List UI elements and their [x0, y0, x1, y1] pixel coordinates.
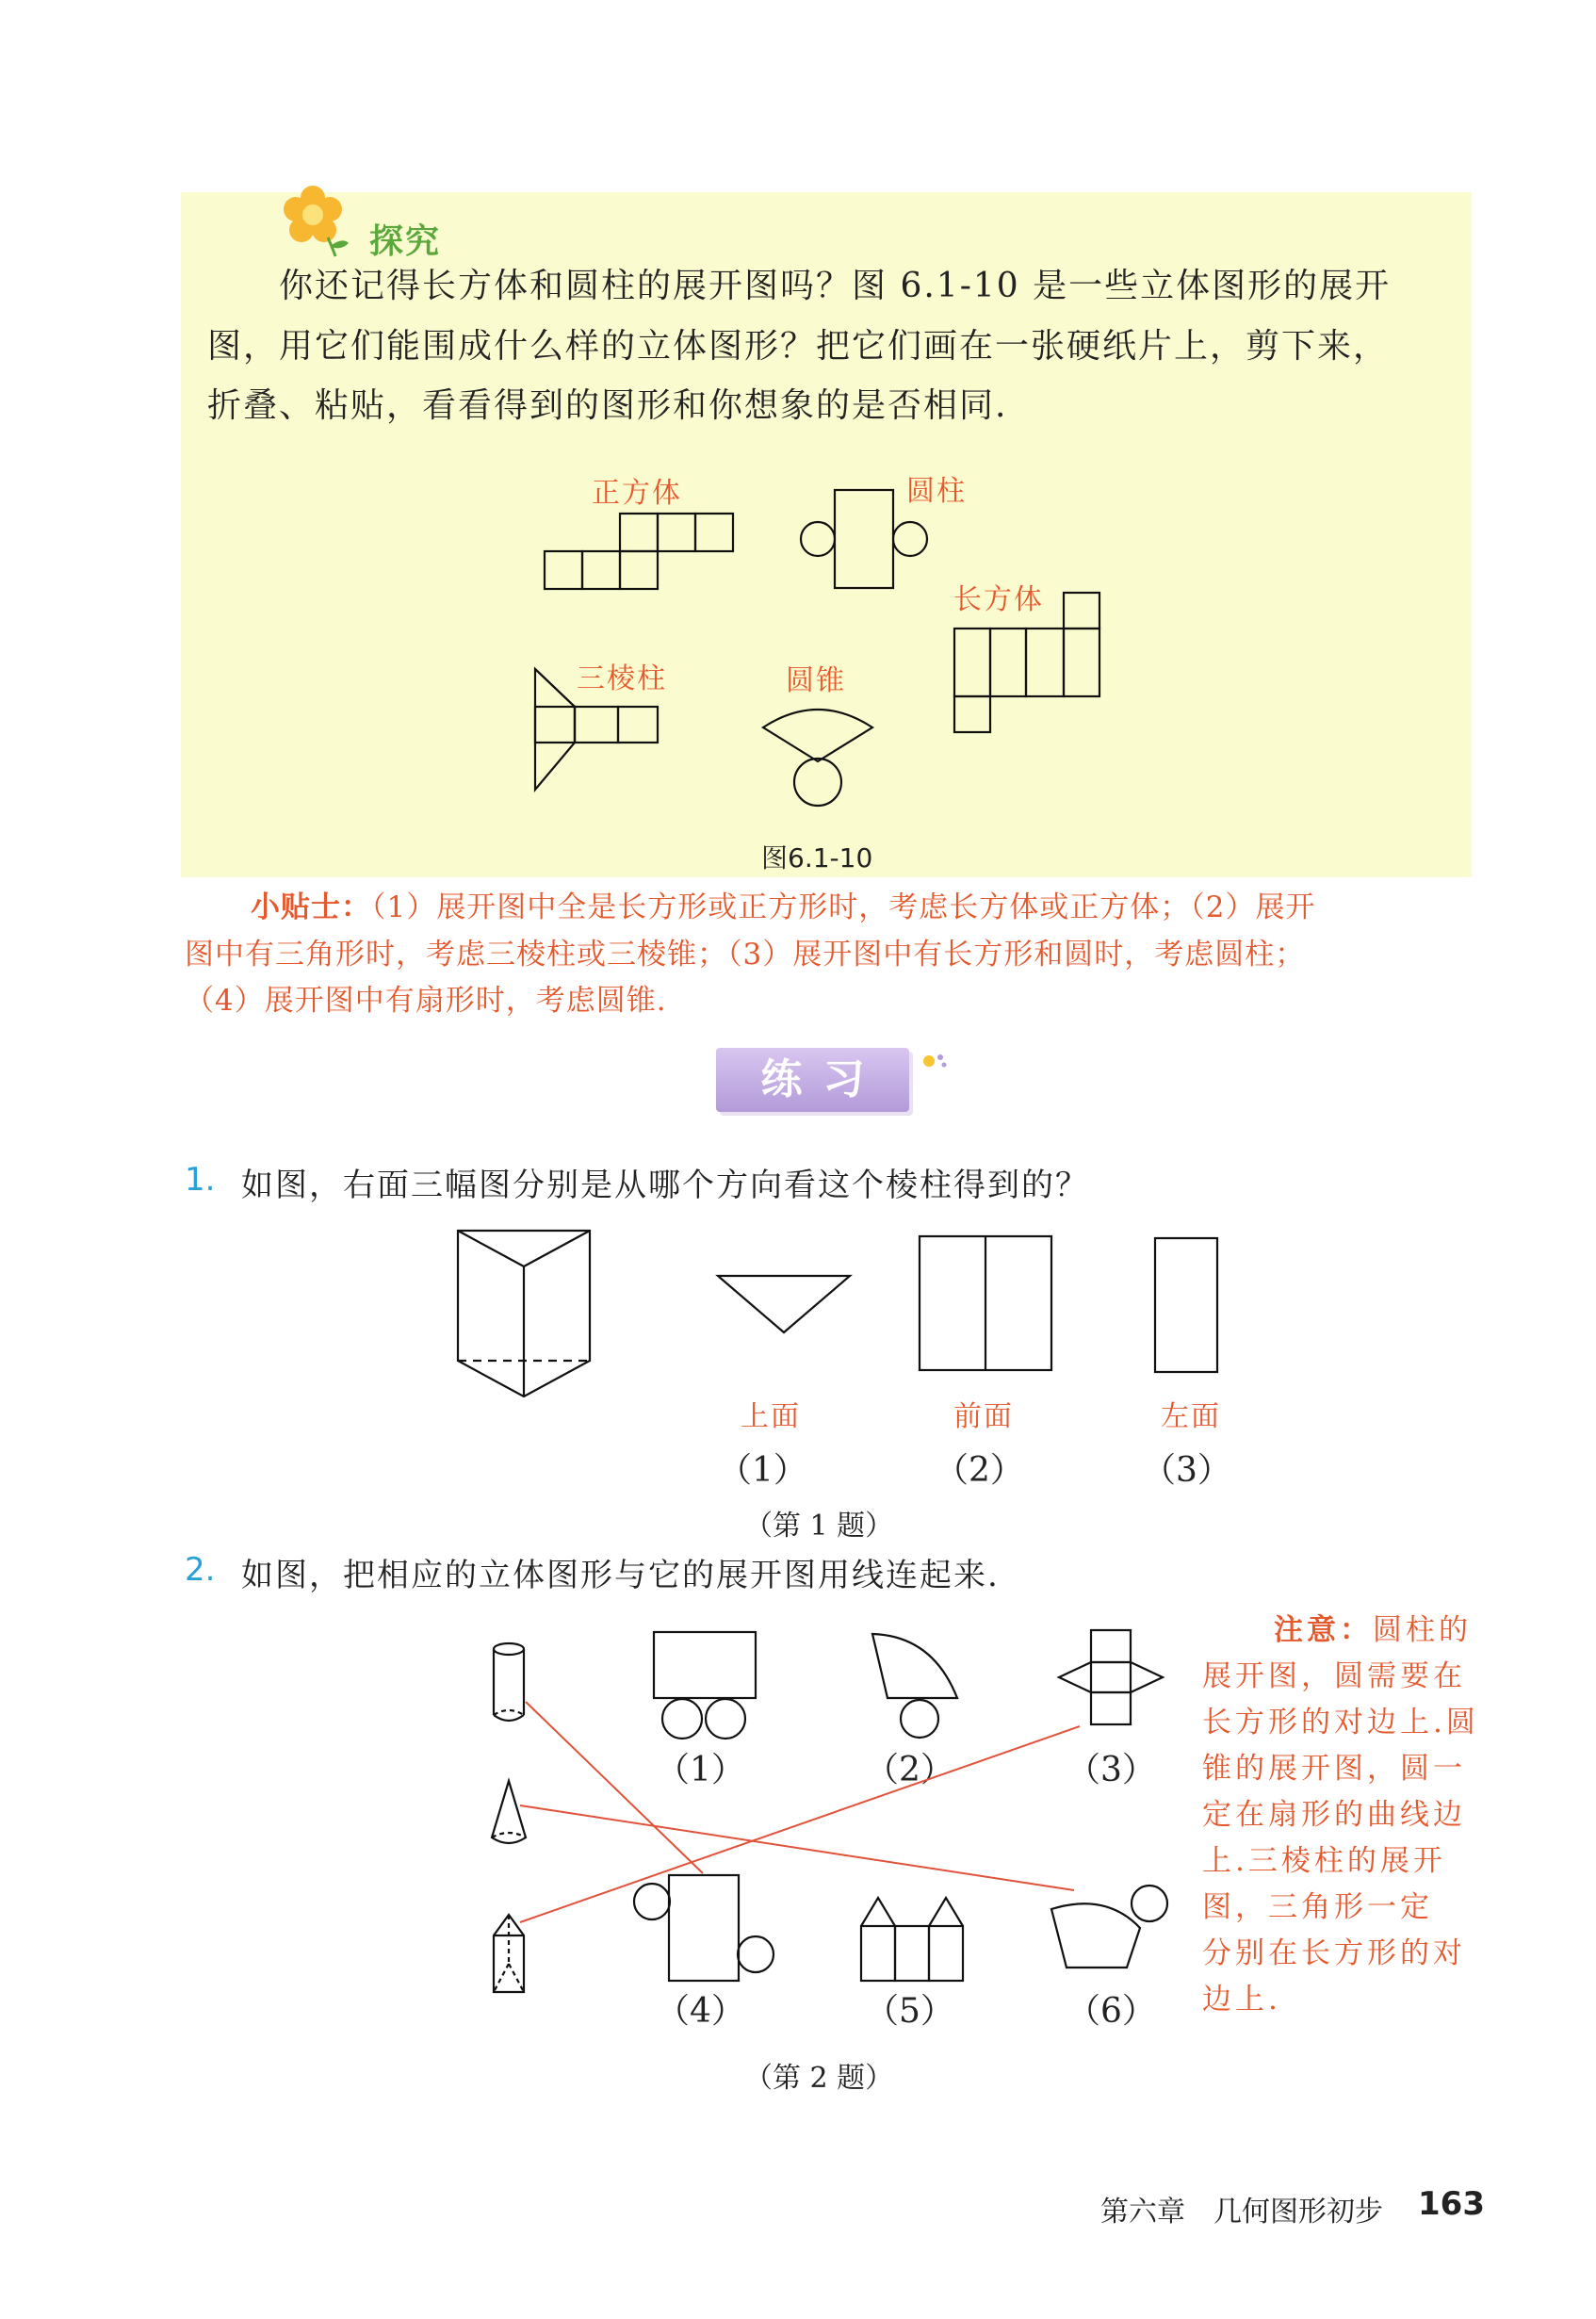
- note-text: 展开图，圆需要在: [1202, 1659, 1466, 1693]
- note-text: 圆柱的: [1373, 1613, 1472, 1647]
- tips-title: 小贴士：: [251, 890, 371, 924]
- q2-caption: （第 2 题）: [744, 2062, 894, 2095]
- cuboid-label: 长方体: [953, 583, 1044, 616]
- prism-label: 三棱柱: [577, 662, 667, 695]
- net-number: （5）: [865, 1992, 954, 2031]
- view-label-top: 上面: [741, 1400, 801, 1433]
- note-text: 长方形的对边上.圆: [1202, 1706, 1479, 1739]
- tips-line: （4）展开图中有扇形时，考虑圆锥.: [185, 984, 667, 1018]
- tips-line: 图中有三角形时，考虑三棱柱或三棱锥；（3）展开图中有长方形和圆时，考虑圆柱；: [185, 938, 1306, 972]
- q1-caption: （第 1 题）: [744, 1510, 894, 1543]
- note-text: 图，三角形一定: [1202, 1890, 1433, 1924]
- cone-label: 圆锥: [786, 664, 846, 697]
- note-text: 锥的展开图，圆一: [1202, 1752, 1466, 1786]
- figure-caption: 图6.1-10: [761, 842, 873, 874]
- note-title: 注意：: [1274, 1613, 1373, 1647]
- page-number: 163: [1418, 2185, 1485, 2223]
- view-number: （2）: [935, 1451, 1024, 1490]
- q1-text: 如图，右面三幅图分别是从哪个方向看这个棱柱得到的？: [241, 1167, 1089, 1204]
- net-number: （2）: [865, 1751, 954, 1789]
- note-box: [1202, 1608, 1504, 2023]
- practice-title: 练习: [760, 1055, 886, 1103]
- explore-text-line: 折叠、粘贴，看看得到的图形和你想象的是否相同.: [207, 386, 1008, 425]
- connect-line-cylinder: [526, 1702, 703, 1873]
- note-text: 上.三棱柱的展开: [1202, 1844, 1446, 1878]
- view-number: （1）: [718, 1451, 807, 1490]
- view-number: （3）: [1142, 1451, 1231, 1490]
- net-number: （4）: [656, 1992, 745, 2031]
- view-label-left: 左面: [1161, 1400, 1221, 1433]
- net-number: （6）: [1067, 1992, 1156, 2031]
- note-text: 边上.: [1202, 1983, 1281, 2017]
- cylinder-label: 圆柱: [906, 475, 967, 508]
- note-text: 定在扇形的曲线边: [1202, 1798, 1466, 1832]
- footer-chapter: 第六章 几何图形初步: [1100, 2196, 1383, 2229]
- q1-number: 1.: [185, 1161, 216, 1199]
- connect-line-prism: [520, 1726, 1080, 1922]
- tips-text: （1）展开图中全是长方形或正方形时，考虑长方体或正方体；（2）展开: [371, 890, 1316, 924]
- cube-label: 正方体: [592, 477, 682, 510]
- view-label-front: 前面: [953, 1400, 1014, 1433]
- note-text: 分别在长方形的对: [1202, 1936, 1466, 1970]
- explore-text-line: 图，用它们能围成什么样的立体图形？把它们画在一张硬纸片上，剪下来，: [207, 327, 1390, 366]
- connect-line-cone: [520, 1805, 1074, 1890]
- net-number: （3）: [1067, 1751, 1156, 1789]
- q2-text: 如图，把相应的立体图形与它的展开图用线连起来.: [241, 1557, 1000, 1594]
- net-number: （1）: [656, 1751, 745, 1789]
- q2-number: 2.: [185, 1551, 216, 1589]
- explore-text-line: 你还记得长方体和圆柱的展开图吗？图 6.1-10 是一些立体图形的展开: [279, 267, 1392, 305]
- explore-title: 探究: [369, 222, 442, 261]
